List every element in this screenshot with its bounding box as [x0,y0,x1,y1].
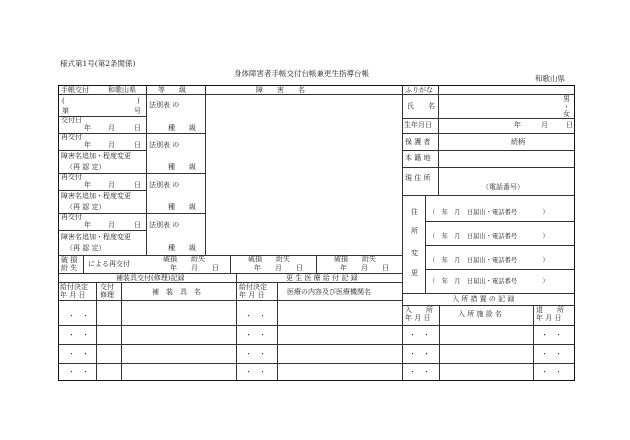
facility-row-out-date: ・ ・ [541,350,562,358]
sex-dot: ・ [563,103,570,111]
date-d: 日 [134,141,141,149]
lost-cell-bottom: 年 月 日 [170,264,219,272]
equipment-row-date: ・ ・ [68,312,89,320]
lost-cell-bottom: 年 月 日 [340,264,389,272]
medical-title: 更 生 医 療 給 付 記 録 [286,274,358,282]
medical-row-date: ・ ・ [245,312,266,320]
grade-table-label: 法別表 の [149,181,180,189]
grade-header: 等 級 [158,86,186,94]
address-change-3: 変 [411,249,418,257]
equipment-col-date1: 給付決定 [60,283,88,291]
facility-col-out2: 年 月 日 [536,314,562,322]
facility-row-out-date: ・ ・ [541,368,562,376]
date-y: 年 [84,221,91,229]
facility-col-in2: 年 月 日 [405,314,431,322]
phone-label: （電話番号） [482,183,524,191]
date-y: 年 [84,124,91,132]
page-title: 身体障害者手帳交付台帳兼更生指導台帳 [234,69,369,78]
medical-row-date: ・ ・ [245,331,266,339]
lost-cell-top: 破損 紛失 [248,255,290,263]
lost-label-1: 破 損 [61,256,78,264]
date-m: 月 [108,221,115,229]
issue-prefecture: 和歌山県 [108,86,136,94]
change-label: 障害名追加・程度変更 [61,233,131,241]
address-change-row: （ 年 月 日届出・電話番号 ） [429,257,549,264]
prefecture-top: 和歌山県 [535,74,565,83]
grade-label: 種 級 [168,203,196,211]
lost-cell-bottom: 年 月 日 [254,264,303,272]
grade-table-label: 法別表 の [149,101,180,109]
change-label: 障害名追加・程度変更 [61,152,131,160]
recert-label: （再 認 定） [66,203,106,211]
facility-title: 入 所 措 置 の 記 録 [452,295,515,303]
equipment-col-type2: 修理 [100,291,114,299]
lost-label-2: 紛 失 [61,264,78,272]
recert-label: （再 認 定） [66,244,106,252]
grade-label: 種 級 [168,244,196,252]
facility-row-in-date: ・ ・ [409,368,430,376]
change-label: 障害名追加・程度変更 [61,192,131,200]
lost-suffix: による再交付 [88,260,130,268]
guardian-label: 保 護 者 [405,138,431,146]
date-y: 年 [84,181,91,189]
disability-header: 障 害 名 [256,86,305,94]
medical-row-date: ・ ・ [245,350,266,358]
equipment-title: 補装具交付(修理)記録 [116,274,185,282]
lost-cell-top: 破損 紛失 [163,255,205,263]
date-m: 月 [108,141,115,149]
medical-col-date1: 給付決定 [239,283,267,291]
facility-row-out-date: ・ ・ [541,331,562,339]
relation-label: 続柄 [511,138,525,146]
equipment-row-date: ・ ・ [68,350,89,358]
equipment-row-date: ・ ・ [68,368,89,376]
paren-open: ( [62,97,65,105]
date-d: 日 [134,181,141,189]
facility-row-in-date: ・ ・ [409,331,430,339]
issue-date-label: 交付日 [61,116,82,124]
dob-label: 生年月日 [404,121,432,129]
address-change-row: （ 年 月 日届出・電話番号 ） [429,209,549,216]
reissue-label: 再交付 [61,213,82,221]
lost-cell-top: 破損 紛失 [334,255,376,263]
date-m: 月 [108,124,115,132]
grade-label: 種 級 [168,163,196,171]
address-change-2: 所 [411,227,418,235]
recert-label: （再 認 定） [66,163,106,171]
number-suffix: 号 [134,107,141,115]
date-d: 日 [134,221,141,229]
form-id: 様式第1号(第2条関係) [60,59,136,68]
medical-col-content: 医療の内容及び医療機関名 [287,288,371,296]
sex-male: 男 [563,95,570,103]
number-label: 第 [62,107,69,115]
domicile-label: 本 籍 地 [405,154,431,162]
medical-col-date2: 年 月 日 [239,291,265,299]
date-d: 日 [134,124,141,132]
date-d: 日 [566,121,573,129]
grade-table-label: 法別表 の [149,141,180,149]
address-label: 現 住 所 [405,174,431,182]
name-label: 氏 名 [407,102,435,110]
address-change-row: （ 年 月 日届出・電話番号 ） [429,278,549,285]
grade-label: 種 級 [168,124,196,132]
grade-table-label: 法別表 の [149,221,180,229]
facility-col-in1: 入 所 [405,306,433,314]
paren-close: ) [137,97,140,105]
reissue-label: 再交付 [61,133,82,141]
reissue-label: 再交付 [61,173,82,181]
address-change-4: 更 [411,269,418,277]
address-change-1: 住 [411,208,418,216]
medical-row-date: ・ ・ [245,368,266,376]
date-m: 月 [541,121,548,129]
equipment-row-date: ・ ・ [68,331,89,339]
equipment-col-date2: 年 月 日 [60,291,86,299]
issue-header: 手帳交付 [61,86,89,94]
facility-col-out1: 退 所 [536,306,564,314]
equipment-col-name: 補 装 具 名 [152,288,201,296]
address-change-row: （ 年 月 日届出・電話番号 ） [429,233,549,240]
facility-row-in-date: ・ ・ [409,350,430,358]
equipment-col-type1: 交付 [100,283,114,291]
furigana-label: ふりがな [405,86,433,94]
sex-female: 女 [563,110,570,118]
date-y: 年 [84,141,91,149]
facility-col-name: 入 所 施 設 名 [458,310,502,318]
date-m: 月 [108,181,115,189]
date-y: 年 [514,121,521,129]
